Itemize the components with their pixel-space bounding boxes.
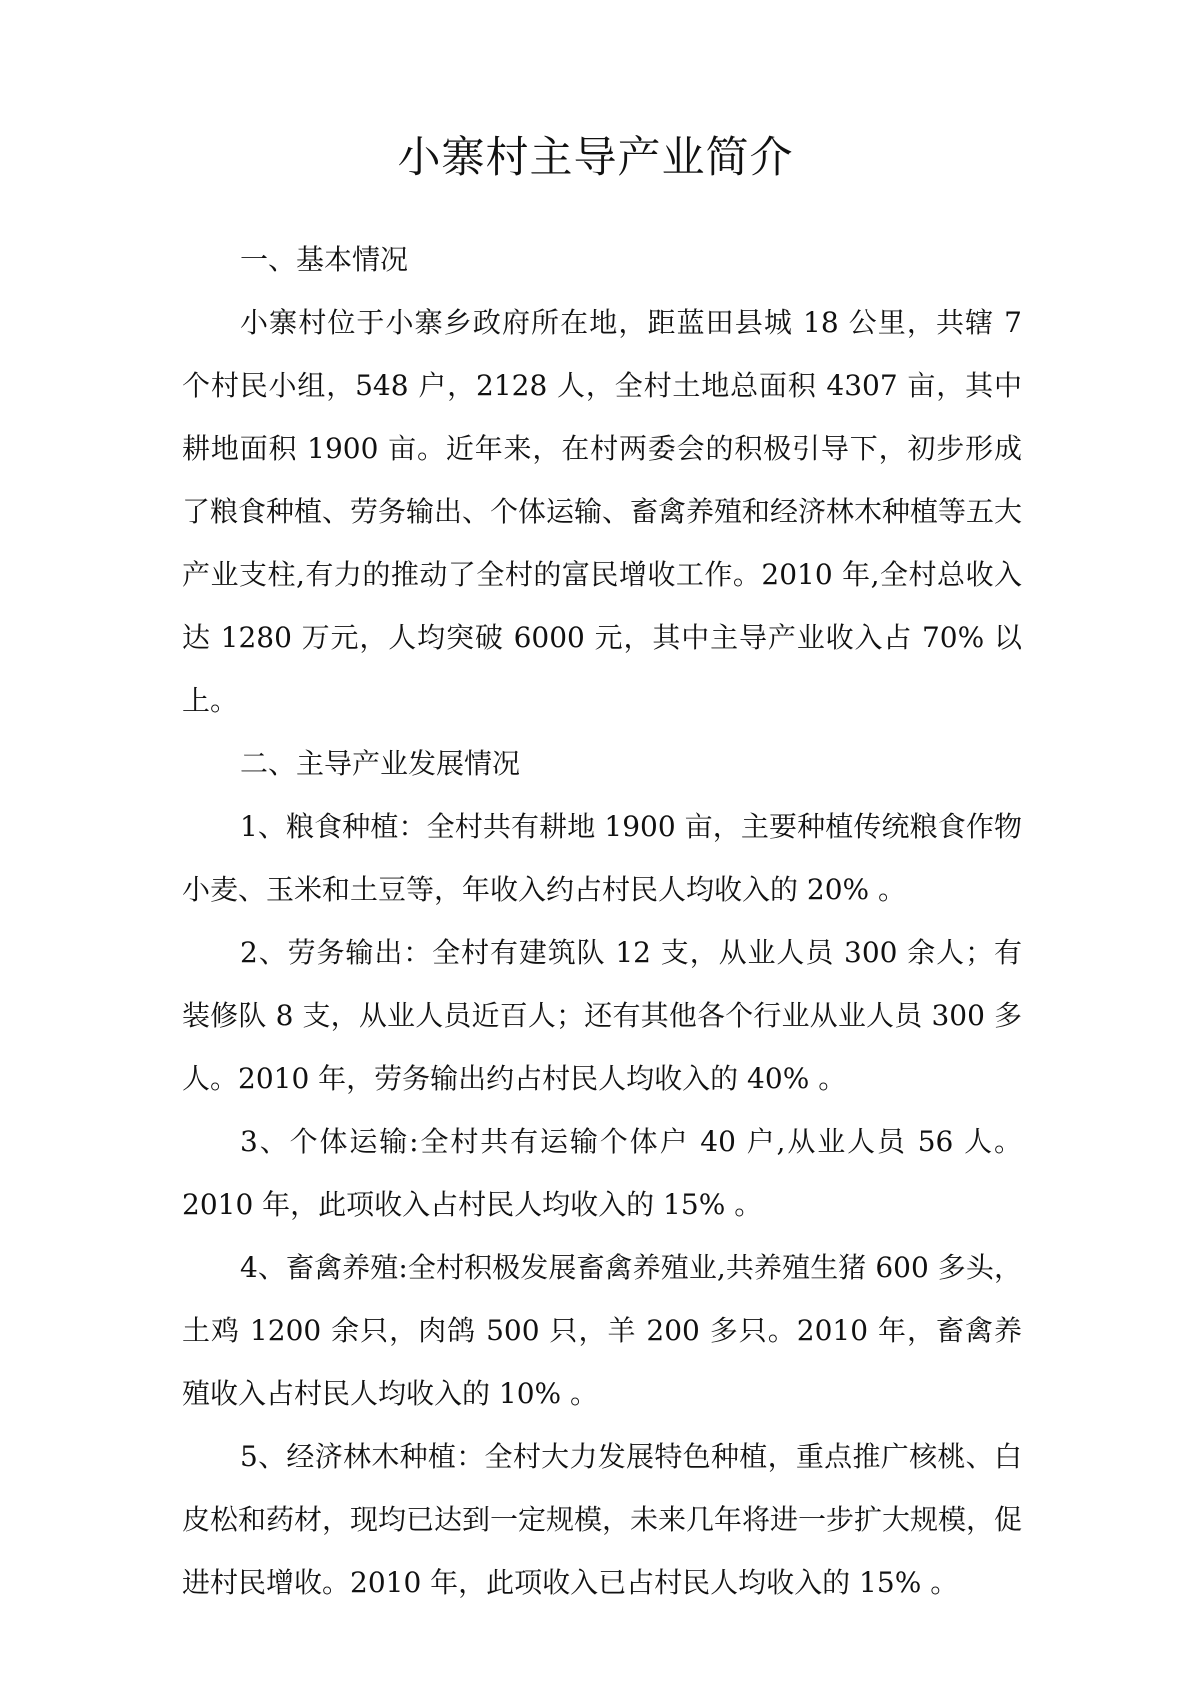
paragraph-transport: 3、个体运输:全村共有运输个体户 40 户,从业人员 56 人。2010 年，此项收入占村民人均收入的 15% 。 bbox=[182, 1125, 1022, 1221]
paragraph-livestock: 4、畜禽养殖:全村积极发展畜禽养殖业,共养殖生猪 600 多头，土鸡 1200 余只，肉鸽 500 只，羊 200 多只。2010 年，畜禽养殖收入占村民人均收入的 10% 。 bbox=[182, 1251, 1022, 1410]
document-title: 小寨村主导产业简介 bbox=[397, 133, 794, 183]
paragraph-grain-planting: 1、粮食种植：全村共有耕地 1900 亩，主要种植传统粮食作物小麦、玉米和土豆等，年收入约占村民人均收入的 20% 。 bbox=[182, 810, 1022, 906]
section-heading-basic-situation: 一、基本情况 bbox=[240, 243, 409, 276]
paragraph-economic-forest: 5、经济林木种植：全村大力发展特色种植，重点推广核桃、白皮松和药材，现均已达到一定规模，未来几年将进一步扩大规模，促进村民增收。2010 年，此项收入已占村民人均收入的 15% 。 bbox=[182, 1440, 1023, 1599]
paragraph-labor-export: 2、劳务输出：全村有建筑队 12 支，从业人员 300 余人；有装修队 8 支，从业人员近百人；还有其他各个行业从业人员 300 多人。2010 年，劳务输出约占村民人均收入的 40% 。 bbox=[182, 936, 1022, 1095]
document-body bbox=[182, 228, 1022, 1614]
section-heading-industry-development: 二、主导产业发展情况 bbox=[240, 747, 521, 780]
paragraph-village-overview: 小寨村位于小寨乡政府所在地，距蓝田县城 18 公里，共辖 7 个村民小组，548 户，2128 人，全村土地总面积 4307 亩，其中耕地面积 1900 亩。近年来，在村两委会的积极引导下，初步形成了粮食种植、劳务输出、个体运输、畜禽养殖和经济林木种植等五大产业支柱,有力的推动了全村的富民增收工作。2010 年,全村总收入达 1280 万元，人均突破 6000 元，其中主导产业收入占 70% 以上。 bbox=[182, 306, 1023, 717]
